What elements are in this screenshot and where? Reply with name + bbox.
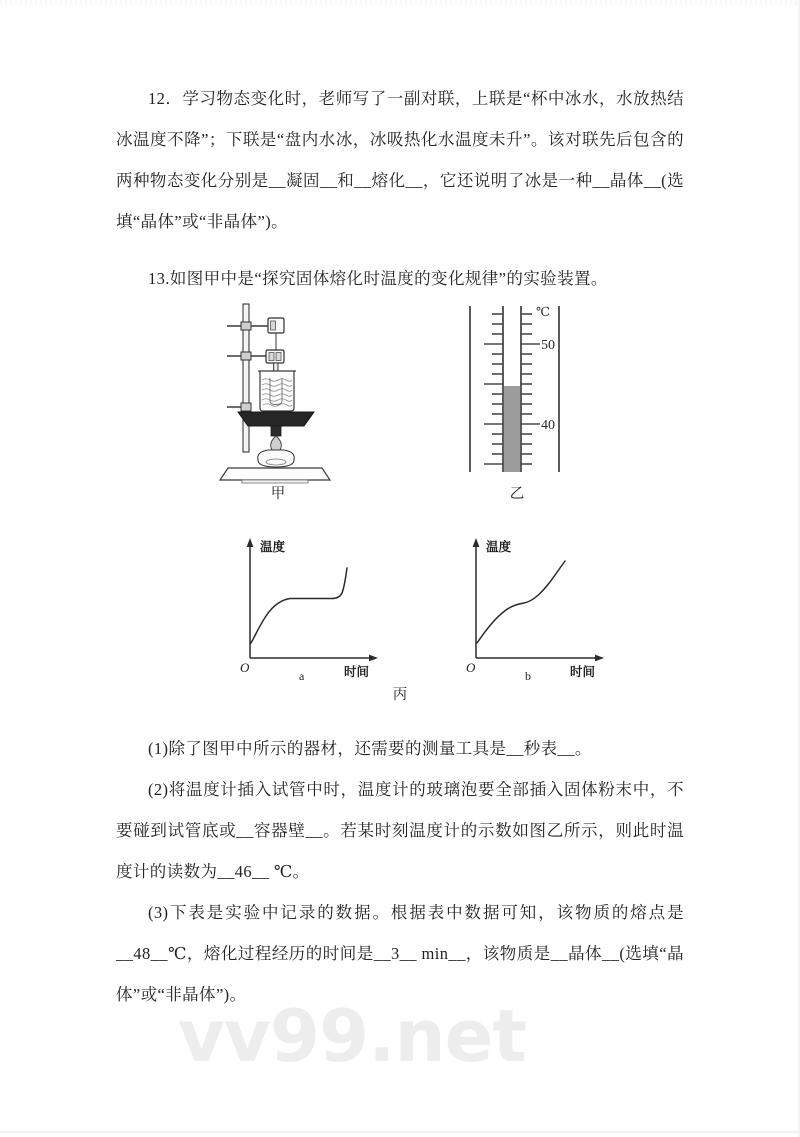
figure-thermometer xyxy=(462,300,572,500)
graph-b-y-label: 温度 xyxy=(486,540,512,554)
graph-a-origin-label: O xyxy=(240,660,250,675)
question-13-part-2: (2)将温度计插入试管中时，温度计的玻璃泡要全部插入固体粉末中，不要碰到试管底或__容器壁__。若某时刻温度计的示数如图乙所示，则此时温度计的读数为__46__ ℃。 xyxy=(116,780,684,881)
alcohol-burner xyxy=(258,450,295,467)
graph-b-origin-label: O xyxy=(466,660,476,675)
graph-a-drawing xyxy=(236,530,416,683)
thermometer-tick-label-50: 50 xyxy=(541,338,555,353)
scale-ticks-right xyxy=(521,314,540,464)
thermometer-unit-label: ℃ xyxy=(536,305,550,319)
graph-b-drawing xyxy=(462,530,642,683)
figure-apparatus xyxy=(218,300,338,500)
graph-a-curve xyxy=(251,568,347,643)
graph-a-x-arrow xyxy=(369,655,378,662)
clamp-knob-top xyxy=(241,322,251,330)
figure-graph-b xyxy=(462,530,642,683)
graph-a-x-label: 时间 xyxy=(344,665,370,679)
watermark: vv99.net xyxy=(178,994,526,1078)
thermometer-tick-label-40: 40 xyxy=(541,418,555,433)
graph-a-caption: a xyxy=(299,669,305,683)
graph-b-y-arrow xyxy=(473,538,480,547)
stand-base xyxy=(220,468,330,480)
graph-b-caption: b xyxy=(525,669,531,683)
graph-b-curve xyxy=(477,561,565,643)
figure-graph-a xyxy=(236,530,416,683)
burner-wick xyxy=(271,426,281,436)
mercury-column xyxy=(504,386,520,472)
graph-b-x-label: 时间 xyxy=(570,665,596,679)
question-13-part-1: (1)除了图甲中所示的器材，还需要的测量工具是__秒表__。 xyxy=(148,739,592,758)
holder-middle-inner xyxy=(269,353,274,361)
graph-a-y-label: 温度 xyxy=(260,540,286,554)
thermometer-caption: 乙 xyxy=(509,486,525,502)
question-13-stem: 13.如图甲中是“探究固体熔化时温度的变化规律”的实验装置。 xyxy=(148,269,608,288)
apparatus-caption: 甲 xyxy=(270,486,286,502)
thermometer-drawing xyxy=(462,300,572,485)
question-13-part-3: (3)下表是实验中记录的数据。根据表中数据可知，该物质的熔点是__48__℃，熔化过程经历的时间是__3__ min__，该物质是__晶体__(选填“晶体”或“非晶体”)。 xyxy=(116,903,684,1004)
graphs-caption: 丙 xyxy=(392,687,408,703)
clamp-knob-middle xyxy=(241,352,251,360)
question-12-text: 12．学习物态变化时，老师写了一副对联，上联是“杯中冰水，水放热结冰温度不降”；下联是“盘内水冰，冰吸热化水温度未升”。该对联先后包含的两种物态变化分别是__凝固__和__熔化__，它还说明了冰是一种__晶体__(选填“晶体”或“非晶体”)。 xyxy=(116,89,684,231)
wire-gauze-stand xyxy=(238,412,314,426)
scale-ticks-left xyxy=(484,314,503,464)
graph-a-y-arrow xyxy=(247,538,254,547)
graph-b-x-arrow xyxy=(595,655,604,662)
holder-top-inner xyxy=(271,321,276,330)
clamp-knob-bottom xyxy=(241,403,251,411)
apparatus-drawing xyxy=(218,300,338,485)
holder-middle-inner-2 xyxy=(276,353,281,361)
